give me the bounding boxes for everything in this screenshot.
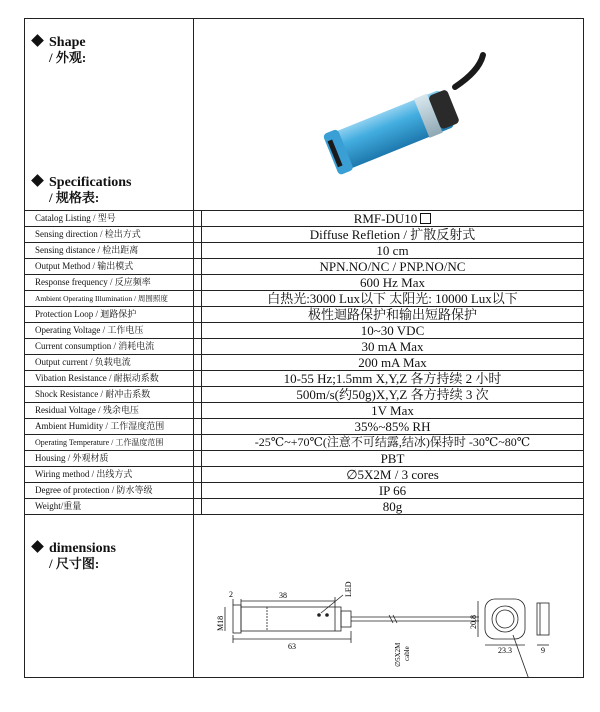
dim-9-label: 9: [541, 646, 545, 655]
spec-row: [25, 371, 583, 387]
diamond-bullet-icon: [31, 34, 44, 47]
spec-label: Sensing distance / 检出距离: [25, 243, 202, 259]
spec-value: IP 66: [202, 483, 584, 499]
dim-20-8-label: 20.8: [469, 615, 478, 629]
checkbox-square-icon: [420, 213, 431, 224]
spec-row: [25, 323, 583, 339]
spec-row: [25, 499, 583, 515]
spec-value: 1V Max: [202, 403, 584, 419]
spec-row: [25, 435, 583, 451]
spec-value: NPN.NO/NC / PNP.NO/NC: [202, 259, 584, 275]
spec-value: 10-55 Hz;1.5mm X,Y,Z 各方持续 2 小时: [202, 371, 584, 387]
dim-38-label: 38: [279, 591, 287, 600]
spec-row: [25, 355, 583, 371]
spec-value: 80g: [202, 499, 584, 515]
cable-size-label: ∅5X2M: [394, 642, 402, 667]
spec-row: [25, 419, 583, 435]
catalog-value: RMF-DU10: [353, 211, 418, 226]
spec-row: [25, 259, 583, 275]
spec-value: ∅5X2M / 3 cores: [202, 467, 584, 483]
cable-word-label: cable: [403, 646, 411, 661]
diamond-bullet-icon: [31, 174, 44, 187]
spec-label: Wiring method / 出线方式: [25, 467, 202, 483]
specifications-heading: [33, 175, 131, 205]
spec-value: 白热光:3000 Lux以下 太阳光: 10000 Lux以下: [202, 291, 584, 307]
spec-label: Ambient Humidity / 工作湿度范围: [25, 419, 202, 435]
spec-label: Sensing direction / 检出方式: [25, 227, 202, 243]
dim-m18-label: M18: [216, 615, 225, 631]
spec-value: 600 Hz Max: [202, 275, 584, 291]
spec-label: Output current / 负载电流: [25, 355, 202, 371]
spec-value: [202, 211, 584, 227]
spec-row: [25, 387, 583, 403]
spec-label: Shock Resistance / 耐冲击系数: [25, 387, 202, 403]
spec-label: Vibation Resistance / 耐振动系数: [25, 371, 202, 387]
dimensions-heading: [33, 541, 116, 571]
dim-63-label: 63: [288, 642, 296, 651]
spec-row: [25, 291, 583, 307]
specifications-title-cn: / 规格表:: [49, 190, 100, 205]
spec-label: Weight/重量: [25, 499, 202, 515]
spec-label: Ambient Operating Illumination / 周围照度: [25, 291, 202, 307]
spec-label: Catalog Listing / 型号: [25, 211, 202, 227]
spec-row: [25, 227, 583, 243]
spec-label: Protection Loop / 迴路保护: [25, 307, 202, 323]
spec-row: [25, 211, 583, 227]
spec-value: -25℃~+70℃(注意不可结露,结冰)保持时 -30℃~80℃: [202, 435, 584, 451]
shape-title-en: Shape: [49, 35, 86, 50]
shape-heading: [33, 35, 86, 65]
spec-value: 35%~85% RH: [202, 419, 584, 435]
spec-label: Housing / 外观材质: [25, 451, 202, 467]
spec-value: 10 cm: [202, 243, 584, 259]
spec-value: 极性迴路保护和输出短路保护: [202, 307, 584, 323]
shape-title-cn: / 外观:: [49, 50, 87, 65]
dim-23-3-label: 23.3: [498, 646, 512, 655]
spec-row: [25, 275, 583, 291]
spec-label: Output Method / 输出模式: [25, 259, 202, 275]
spec-label: Current consumption / 消耗电流: [25, 339, 202, 355]
spec-label: Operating Voltage / 工作电压: [25, 323, 202, 339]
spec-row: [25, 243, 583, 259]
spec-row: [25, 307, 583, 323]
led-label: LED: [344, 581, 353, 597]
spec-row: [25, 467, 583, 483]
spec-value: PBT: [202, 451, 584, 467]
spec-label: Residual Voltage / 残余电压: [25, 403, 202, 419]
spec-value: Diffuse Refletion / 扩散反射式: [202, 227, 584, 243]
dimensions-drawing: [195, 555, 583, 677]
spec-row: [25, 483, 583, 499]
spec-row: [25, 403, 583, 419]
specifications-title-en: Specifications: [49, 175, 132, 190]
spec-label: Operating Temperature / 工作温度范围: [25, 435, 202, 451]
diamond-bullet-icon: [31, 540, 44, 553]
dimensions-title-en: dimensions: [49, 541, 116, 556]
spec-label: Response frequency / 反应频率: [25, 275, 202, 291]
spec-value: 200 mA Max: [202, 355, 584, 371]
spec-value: 500m/s(约50g)X,Y,Z 各方持续 3 次: [202, 387, 584, 403]
sensor-photo: [305, 47, 505, 197]
spec-label: Degree of protection / 防水等级: [25, 483, 202, 499]
specifications-table: [25, 210, 583, 515]
datasheet: [24, 18, 584, 678]
spec-row: [25, 339, 583, 355]
spec-row: [25, 451, 583, 467]
dimensions-title-cn: / 尺寸图:: [49, 556, 100, 571]
spec-value: 30 mA Max: [202, 339, 584, 355]
spec-value: 10~30 VDC: [202, 323, 584, 339]
dim-2-label: 2: [229, 590, 233, 599]
